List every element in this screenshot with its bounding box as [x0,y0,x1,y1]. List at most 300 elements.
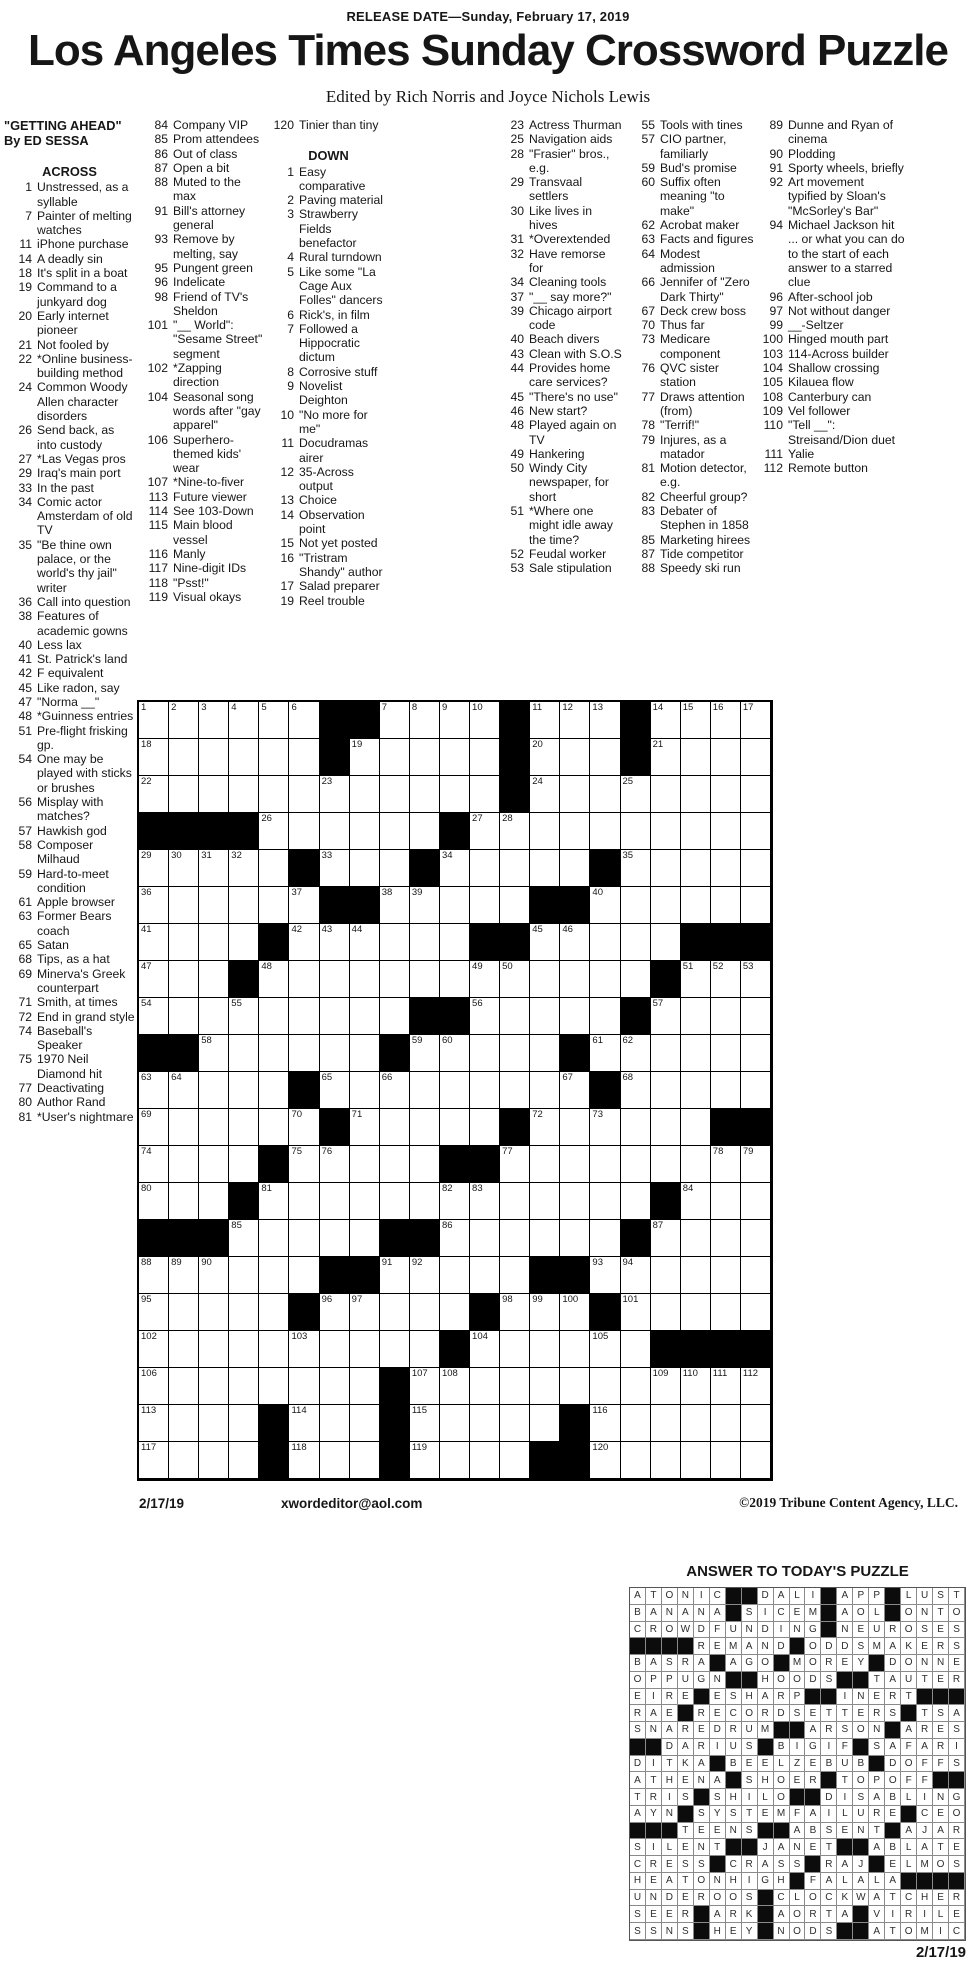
grid-cell [500,998,530,1035]
answer-cell: U [726,1739,742,1756]
grid-cell [681,739,711,776]
grid-cell [289,1035,319,1072]
clue [4,380,135,423]
answer-cell: O [726,1890,742,1907]
answer-cell: C [821,1890,837,1907]
clue [266,436,391,465]
answer-cell: O [630,1672,646,1689]
clue-text: Facts and figures [660,232,754,247]
answer-cell: A [885,1672,901,1689]
cell-number: 80 [141,1183,152,1194]
grid-cell [621,1146,651,1183]
answer-cell: R [662,1689,678,1706]
clue-text: Jennifer of "Zero Dark Thirty" [660,275,750,304]
answer-cell: I [933,1923,949,1940]
grid-cell [590,998,620,1035]
answer-cell: Y [853,1655,869,1672]
clue-number: 35 [18,537,32,552]
clue [4,652,135,666]
grid-cell [651,850,681,887]
grid-cell-black [380,1035,410,1072]
clue-number: 59 [641,160,655,175]
answer-cell: S [694,1856,710,1873]
cell-number: 81 [261,1183,272,1194]
clue-text: Shallow crossing [788,361,880,376]
answer-cell: E [646,1873,662,1890]
answer-cell: R [742,1856,758,1873]
answer-cell: B [885,1789,901,1806]
answer-cell-black [837,1923,853,1940]
clue-number: 30 [510,203,524,218]
cell-number: 63 [141,1072,152,1083]
clue [4,252,135,266]
clue-text: Command to a junkyard dog [37,280,117,309]
clue-number: 1 [25,180,32,195]
answer-cell: N [726,1823,742,1840]
cell-number: 72 [532,1109,543,1120]
cell-number: 18 [141,739,152,750]
clue-text: Prom attendees [173,132,260,147]
grid-cell-black [560,1257,590,1294]
clue-number: 112 [763,461,783,476]
grid-cell-black [380,1220,410,1257]
answer-cell: L [901,1789,917,1806]
clue-number: 119 [148,589,168,604]
clue-text: Seasonal song words after "gay apparel" [173,389,261,433]
grid-cell-black [229,1183,259,1220]
clue-number: 80 [18,1095,32,1110]
clue-text: *Zapping direction [173,361,222,390]
cell-number: 110 [682,1368,698,1379]
answer-cell: U [837,1756,853,1773]
grid-cell [169,1368,199,1405]
grid-cell [199,1257,229,1294]
grid-cell [711,1442,741,1479]
cell-number: 22 [141,776,152,787]
cell-number: 90 [201,1257,212,1268]
grid-cell-black [169,1220,199,1257]
clue [4,1024,135,1053]
grid-cell [651,1072,681,1109]
answer-cell: R [694,1739,710,1756]
answer-cell: C [630,1622,646,1639]
clue-number: 21 [18,337,32,352]
clue-text: Friend of TV's Sheldon [173,289,249,318]
clue-number: 106 [147,432,168,447]
grid-cell [169,1405,199,1442]
grid-cell [440,1220,470,1257]
answer-cell: A [837,1588,853,1605]
clue-text: Salad preparer [299,579,380,594]
cell-number: 50 [502,961,513,972]
grid-cell [470,1442,500,1479]
cell-number: 66 [381,1072,393,1083]
answer-cell: D [694,1622,710,1639]
clue-number: 75 [18,1052,32,1067]
clue-number: 70 [641,318,655,333]
grid-cell [380,739,410,776]
answer-cell: S [710,1789,726,1806]
answer-cell-black [917,1689,933,1706]
clue [496,247,623,276]
grid-cell [380,813,410,850]
clue-column-3 [266,118,391,608]
grid-cell [410,1294,440,1331]
answer-cell-black [837,1672,853,1689]
grid-cell [440,850,470,887]
answer-cell-black [869,1856,885,1873]
clue-number: 29 [510,175,524,190]
answer-cell: R [821,1856,837,1873]
grid-cell [741,887,771,924]
grid-cell-black [500,1109,530,1146]
clue-text: Former Bears coach [37,909,112,938]
clue-number: 96 [154,275,168,290]
grid-cell [259,1183,289,1220]
answer-cell: R [630,1705,646,1722]
answer-cell-black [805,1789,821,1806]
clue-number: 88 [641,561,655,576]
answer-cell: R [726,1906,742,1923]
grid-cell [139,1405,169,1442]
grid-cell [530,1072,560,1109]
answer-cell: E [917,1638,933,1655]
answer-cell: Z [790,1756,806,1773]
grid-cell [681,1146,711,1183]
cell-number: 68 [622,1072,634,1083]
grid-cell [590,1257,620,1294]
clue-text: Smith, at times [37,995,118,1010]
grid-cell [621,1442,651,1479]
answer-cell: O [774,1672,790,1689]
answer-cell: I [917,1789,933,1806]
answer-cell: E [933,1622,949,1639]
grid-cell [139,961,169,998]
grid-cell [530,1146,560,1183]
clue-text: 35-Across output [299,464,354,494]
clue-number: 118 [148,575,168,590]
grid-cell [350,1368,380,1405]
answer-cell: E [885,1806,901,1823]
clue-number: 9 [287,379,294,394]
answer-cell: U [853,1806,869,1823]
grid-cell [169,739,199,776]
clue [4,681,135,695]
cell-number: 12 [562,702,573,713]
grid-cell [621,1072,651,1109]
grid-cell [380,1257,410,1294]
answer-cell-black [869,1655,885,1672]
answer-cell: F [901,1739,917,1756]
grid-cell [350,1146,380,1183]
grid-cell [530,924,560,961]
answer-cell: A [646,1605,662,1622]
cell-number: 53 [742,961,754,972]
clue-text: Main blood vessel [173,518,233,547]
grid-cell [169,1442,199,1479]
answer-cell-black [758,1890,774,1907]
grid-cell-black [380,1368,410,1405]
clue-text: Chicago airport code [529,303,612,333]
clue [140,318,263,361]
clue-number: 39 [510,303,524,318]
clue [627,461,755,490]
answer-cell: S [949,1638,965,1655]
grid-cell-black [711,1331,741,1368]
answer-cell: R [646,1856,662,1873]
clue-number: 82 [641,489,655,504]
answer-cell: T [869,1672,885,1689]
answer-cell: L [901,1588,917,1605]
grid-cell-black [470,924,500,961]
grid-cell [229,1331,259,1368]
grid-cell [560,924,590,961]
grid-cell [470,739,500,776]
answer-cell: K [678,1756,694,1773]
cell-number: 1 [141,702,147,713]
answer-cell: E [758,1806,774,1823]
grid-cell [410,961,440,998]
grid-cell [380,887,410,924]
clue-number: 83 [641,504,655,519]
clue [4,1095,135,1109]
answer-cell: B [630,1605,646,1622]
answer-cell: E [662,1906,678,1923]
answer-cell: E [694,1722,710,1739]
grid-cell [470,1220,500,1257]
grid-cell [410,1072,440,1109]
clue-number: 87 [641,546,655,561]
answer-cell: L [837,1873,853,1890]
clue-column-6 [755,118,905,475]
clue-number: 3 [287,207,294,222]
clue-text: Tide competitor [660,546,744,561]
clue-number: 85 [641,532,655,547]
answer-cell-black [774,1655,790,1672]
answer-cell: A [869,1923,885,1940]
grid-cell-black [380,1442,410,1479]
answer-cell: O [758,1655,774,1672]
answer-cell: T [869,1823,885,1840]
cell-number: 86 [441,1220,453,1231]
answer-cell: A [885,1739,901,1756]
grid-cell [169,1257,199,1294]
answer-cell: T [949,1588,965,1605]
answer-cell: S [949,1622,965,1639]
answer-cell: S [790,1705,806,1722]
grid-cell [681,961,711,998]
answer-cell-black [885,1722,901,1739]
answer-cell: A [774,1906,790,1923]
grid-cell [410,924,440,961]
clue [755,118,905,147]
answer-cell: N [662,1605,678,1622]
clue-text: Corrosive stuff [299,364,378,379]
answer-cell: E [949,1655,965,1672]
answer-cell: A [678,1605,694,1622]
clue-number: 31 [510,232,524,247]
grid-cell [681,1405,711,1442]
grid-cell [169,776,199,813]
answer-cell: I [646,1689,662,1706]
clue-text: Painter of melting watches [37,208,132,238]
answer-cell-black [885,1823,901,1840]
grid-cell [410,739,440,776]
answer-cell: A [630,1588,646,1605]
answer-cell-black [662,1638,678,1655]
answer-cell: G [742,1655,758,1672]
answer-cell: N [917,1655,933,1672]
grid-cell [711,1405,741,1442]
clue-text: After-school job [788,289,873,304]
answer-cell: U [726,1622,742,1639]
clue-text: Send back, as into custody [37,423,115,452]
grid-cell [169,1146,199,1183]
answer-cell-black [630,1638,646,1655]
answer-cell: C [726,1705,742,1722]
answer-cell: M [758,1722,774,1739]
answer-cell: E [694,1823,710,1840]
clue [4,1110,135,1124]
answer-cell: D [821,1638,837,1655]
grid-cell-black [711,924,741,961]
grid-cell-black [741,1331,771,1368]
clue [4,909,135,938]
answer-cell: S [949,1756,965,1773]
cell-number: 45 [532,924,543,935]
clue [140,361,263,390]
grid-cell-black [410,850,440,887]
grid-cell [711,850,741,887]
clue-number: 81 [18,1109,32,1124]
grid-cell [199,1294,229,1331]
answer-cell: C [949,1923,965,1940]
answer-cell: T [678,1823,694,1840]
answer-cell-black [837,1839,853,1856]
clue-text: Visual okays [173,589,242,604]
grid-cell-black [741,924,771,961]
grid-cell [229,1035,259,1072]
answer-cell-black [758,1739,774,1756]
grid-cell [651,1146,681,1183]
answer-cell: A [885,1873,901,1890]
grid-cell [741,850,771,887]
answer-cell: A [710,1772,726,1789]
grid-cell-black [199,1220,229,1257]
clue [755,375,905,389]
clue [140,132,263,146]
answer-cell: S [678,1789,694,1806]
grid-cell [621,813,651,850]
grid-cell [560,1183,590,1220]
clue [496,504,623,547]
clue-text: __-Seltzer [788,318,844,333]
clue-text: Clean with S.O.S [529,346,622,361]
clue [496,175,623,204]
answer-cell: E [933,1722,949,1739]
clue-text: Feudal worker [529,546,607,561]
clue-text: Rural turndown [299,250,382,265]
clue [266,579,391,593]
answer-cell: O [710,1890,726,1907]
grid-cell [560,1220,590,1257]
grid-cell-black [440,813,470,850]
answer-cell-black [678,1705,694,1722]
answer-cell: R [949,1672,965,1689]
clue [4,609,135,638]
clue [266,508,391,537]
cell-number: 95 [141,1294,152,1305]
answer-cell: E [933,1672,949,1689]
answer-cell: T [885,1890,901,1907]
grid-cell [651,1405,681,1442]
answer-cell: S [630,1722,646,1739]
grid-cell [590,739,620,776]
clue [627,504,755,533]
clue [266,118,391,132]
grid-cell [229,776,259,813]
clue-text: Call into question [37,594,131,609]
grid-cell [289,887,319,924]
clue [266,536,391,550]
page-subtitle: Edited by Rich Norris and Joyce Nichols Lewis [325,87,651,106]
clue [140,261,263,275]
grid-cell [621,1405,651,1442]
cell-number: 96 [321,1294,333,1305]
cell-number: 41 [141,924,152,935]
grid-cell [711,1146,741,1183]
answer-cell: R [694,1890,710,1907]
clue-text: Choice [299,493,337,508]
cell-number: 49 [472,961,483,972]
grid-cell [350,1183,380,1220]
answer-cell: B [630,1655,646,1672]
clue-number: 94 [769,218,783,233]
grid-cell [229,998,259,1035]
clue-text: Deck crew boss [660,303,747,318]
cell-number: 99 [532,1294,543,1305]
clue-number: 47 [18,694,32,709]
clue [4,180,135,209]
grid-cell [621,776,651,813]
clue-number: 111 [764,446,783,461]
answer-cell: A [901,1722,917,1739]
clue [627,161,755,175]
answer-cell-black [949,1873,965,1890]
grid-cell [139,1072,169,1109]
clue [140,232,263,261]
answer-cell: O [774,1789,790,1806]
cell-number: 98 [502,1294,513,1305]
grid-cell [530,702,560,739]
clue [627,390,755,419]
answer-cell: S [837,1722,853,1739]
clue-number: 113 [148,489,168,504]
grid-cell [199,1405,229,1442]
cell-number: 33 [321,850,333,861]
clue-number: 92 [769,175,783,190]
clue-text: *Nine-to-fiver [173,475,245,490]
grid-cell [259,1368,289,1405]
clue-text: Michael Jackson hit ... or what you can do to the start of each answer to a starred clue [788,218,905,290]
clue-number: 18 [18,266,32,281]
grid-cell [289,1109,319,1146]
clue [4,938,135,952]
clue [266,408,391,437]
clue-text: Deactivating [37,1081,105,1095]
cell-number: 35 [622,850,634,861]
answer-cell: I [821,1806,837,1823]
